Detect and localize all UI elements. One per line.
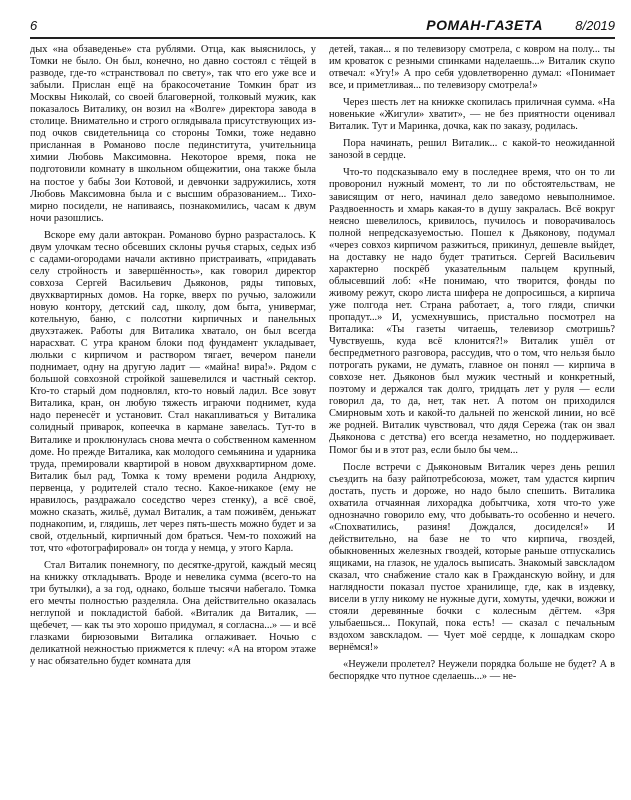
paragraph: «Неужели пролетел? Неужели порядка больше не будет? А в беспорядке что путное сделаешь...» — не- [329, 659, 615, 683]
paragraph: дых «на обзаведенье» ста рублями. Отца, как выяснилось, у Томки не было. Он был, конечно, но давно состоял с тёщей в разводе, где-то «странствовал по свету», так что его уже все и забыли. Прислан ещё на бракосочетание Томкин брат из Москвы Николай, со своей благоверной, толковый мужик, как показалось Виталику, он возил на «Волге» директора завода в столице. Внимательно и строго оглядывала присутствующих из-под очков свидетельница со стороны Томки, тоже недавно присланная в Романово после пединститута, учительница химии Любовь Максимовна. Некоторое время, пока не подготовили комнату в школьном общежитии, она также была на постое у бабы Зои Котовой, и девчонки задружились, хотя Любовь Максимовна была и с высшим образованием... Тихо-мирно посидели, не напиваясь, познакомились, часам к двум ночи разошлись. [30, 44, 316, 224]
paragraph: После встречи с Дьяконовым Виталик через день решил съездить на базу райпотребсоюза, может, там удастся кирпич достать, пусть и дороже, но надо было спешить. Виталика охватила отчаянная лихорадка добытчика, хотя что-то уже однозначно говорило ему, что добывать-то особенно и нечего. «Спохватились, разиня! Дождался, досиделся!» И действительно, на базе не то что кирпича, гвоздей, обыкновенных железных гвоздей, которые раньше отпускались ящиками, на глазок, не удалось выписать. Знакомый завскладом сказал, что снабжение стало как в Гражданскую войну, и для наглядности показал пустое хранилище, где, как в издевку, висели в углу никому не нужные дуги, хомуты, удечки, вожжи и стояли деревянные бочки с колесным дёгтем. «Зря улыбаешься... Покупай, пока есть! — сказал с печальным вздохом завскладом. — Чует моё сердце, к лошадкам скоро вернёмся!» [329, 461, 615, 654]
magazine-title: РОМАН-ГАЗЕТА [426, 17, 543, 33]
paragraph: Пора начинать, решил Виталик... с какой-то неожиданной занозой в сердце. [329, 138, 615, 162]
paragraph: Что-то подсказывало ему в последнее время, что он то ли проворонил нужный момент, то ли по обстоятельствам, не зависящим от него, начинал дело заведомо невыполнимое. Раздвоенность и хмарь какая-то в душу закралась. Всё вокруг неясно шевелилось, кривилось, пучилось и поворачивалось полной непредсказуемостью. Пошел к Дьяконову, подумал «через совхоз кирпичом разжиться, прикинул, дешевле выйдет, на доставку не надо будет тратиться. Сергей Васильевич характерно поскрёб указательным пальцем крупный, облысевший лоб: «Не понимаю, что творится, фонды по живому режут, скоро листа шифера не допросишься, а кирпича уже полгода нет. Страна работает, а, того гляди, спички пропадут...» И, усмехнувшись, пристально посмотрел на Виталика: «Ты газеты читаешь, телевизор смотришь? Чувствуешь, куда всё клонится?!» Виталик ушёл от беспредметного разговора, рассудив, что о том, что нельзя было потрогать руками, не думать, главное он понял — кирпича в совхозе нет. Дьяконов был мужик честный и конкретный, поэтому и держался так долго, тридцать лет у руля — если говорил да, то да, нет, так нет. А потом он приходился Смирновым хоть и какой-то дальней по женской линии, но всё же родней. Виталик чувствовал, что дядя Сережа (так он звал Дьяконова с детства) его всегда незаметно, но поддерживает. Помог бы и в этот раз, если было бы чем... [329, 167, 615, 456]
page-number: 6 [30, 18, 38, 33]
page-header [30, 17, 615, 39]
right-column [329, 44, 615, 794]
paragraph: детей, такая... я по телевизору смотрела, с ковром на полу... ты им кроваток с резными спинками наделаешь...» Виталик скупо отвечал: «Угу!» А про себя удовлетворенно думал: «Понимает все, и приметливая... по телевизору смотрела!» [329, 44, 615, 92]
paragraph: Стал Виталик понемногу, по десятке-другой, каждый месяц на книжку откладывать. Вроде и невелика сумма (всего-то на три бутылки), а за год, однако, больше тысячи набегало. Томка его мечты полностью разделяла. Она действительно оказалась неглупой и покладистой бабой. «Виталик да Виталик, — щебечет, — как ты это хорошо придумал, я согласна...» — и всё глазками бирюзовыми Виталика оглаживает. Ночью с деликатной нежностью прижмется к плечу: «А на втором этаже у нас обязательно будет комната для [30, 559, 316, 668]
paragraph: Вскоре ему дали автокран. Романово бурно разрасталось. К двум улочкам тесно обсевших склоны ручья старых, седых изб с садами-огородами начали активно пристраивать, «придавать селу стройность и завершённость», как говорил директор совхоза Сергей Васильевич Дьяконов, ряды типовых, двухквартирных домов. На горке, вверх по ручью, заложили новую контору, детский сад, школу, дом быта, универмаг, котельную, баню, с полсотни кирпичных и панельных двухэтажек. Работы для Виталика хватало, он был всегда нарасхват. С утра краном блоки под фундамент укладывает, люльки с кирпичом и раствором тягает, вечером панели поднимает, одну на другую ладит — «майна! вира!». Рядом с большой совхозной стройкой зашевелился и частный сектор. Кто-то старый дом подновлял, кто-то новый ладил. Все зовут Виталика, кран, он любую тяжесть играючи поднимет, куда надо перенесёт и установит. Стал накапливаться у Виталика солидный приварок, копеечка в кармане завелась. Тут-то в Виталике и проклюнулась снова мечта о собственном каменном доме. Но прежде Виталика, как молодого семьянина и ударника труда, премировали квартирой в новом двухквартирном доме. Виталик был рад, Томка к тому времени родила Андрюху, первенца, у родителей стало тесно. Какое-никакое (ему не нравилось, раздражало соседство через стенку), а всё своё, можно сказать, жильё, думал Виталик, а там поживём, деньжат поднакопим, и, глядишь, лет через пять-шесть можно будет и за свой, отдельный, кирпичный дом браться. Чем-то похожий на тот, что «фотографировал» он тогда у немца, у этого Карла. [30, 229, 316, 554]
left-column [30, 44, 316, 794]
issue-number: 8/2019 [575, 18, 615, 33]
paragraph: Через шесть лет на книжке скопилась приличная сумма. «На новенькие «Жигули» хватит», — не без приятности оценивал Виталик. Тут и Маринка, дочка, как по заказу, родилась. [329, 97, 615, 133]
